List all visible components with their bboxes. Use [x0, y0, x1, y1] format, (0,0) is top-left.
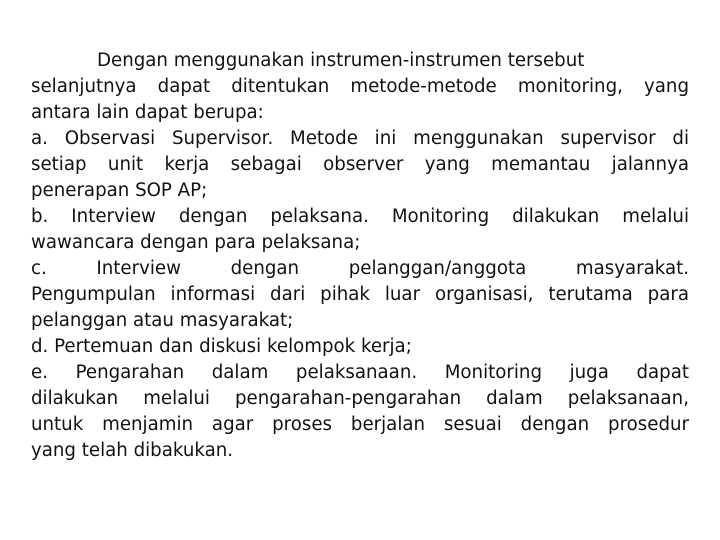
intro-paragraph: [31, 48, 689, 126]
list-item-e-line-4: yang telah dibakukan.: [31, 440, 234, 461]
list-item-a-line-3: penerapan SOP AP;: [31, 180, 208, 201]
intro-line-3: antara lain dapat berupa:: [31, 102, 264, 123]
list-item-c-line-3: pelanggan atau masyarakat;: [31, 310, 294, 331]
list-item-d: [31, 334, 689, 360]
list-item-e-line-1: e. Pengarahan dalam pelaksanaan. Monitoring juga dapat: [31, 362, 689, 383]
list-item-e: [31, 360, 689, 464]
list-item-b: [31, 204, 689, 256]
list-item-c-line-2: Pengumpulan informasi dari pihak luar organisasi, terutama para: [31, 284, 689, 305]
list-item-a-line-1: a. Observasi Supervisor. Metode ini menggunakan supervisor di: [31, 128, 689, 149]
list-item-b-line-2: wawancara dengan para pelaksana;: [31, 232, 361, 253]
intro-line-2: selanjutnya dapat ditentukan metode-metode monitoring, yang: [31, 76, 689, 97]
list-item-e-line-3: untuk menjamin agar proses berjalan sesuai dengan prosedur: [31, 414, 689, 435]
list-item-a: [31, 126, 689, 204]
list-item-c-line-1: c. Interview dengan pelanggan/anggota masyarakat.: [31, 258, 689, 279]
list-item-e-line-2: dilakukan melalui pengarahan-pengarahan dalam pelaksanaan,: [31, 388, 689, 409]
list-item-a-line-2: setiap unit kerja sebagai observer yang memantau jalannya: [31, 154, 689, 175]
list-item-b-line-1: b. Interview dengan pelaksana. Monitoring dilakukan melalui: [31, 206, 689, 227]
list-item-c: [31, 256, 689, 334]
intro-line-1: Dengan menggunakan instrumen-instrumen tersebut: [97, 50, 585, 71]
document-body: [31, 48, 689, 464]
list-item-d-line-1: d. Pertemuan dan diskusi kelompok kerja;: [31, 336, 412, 357]
